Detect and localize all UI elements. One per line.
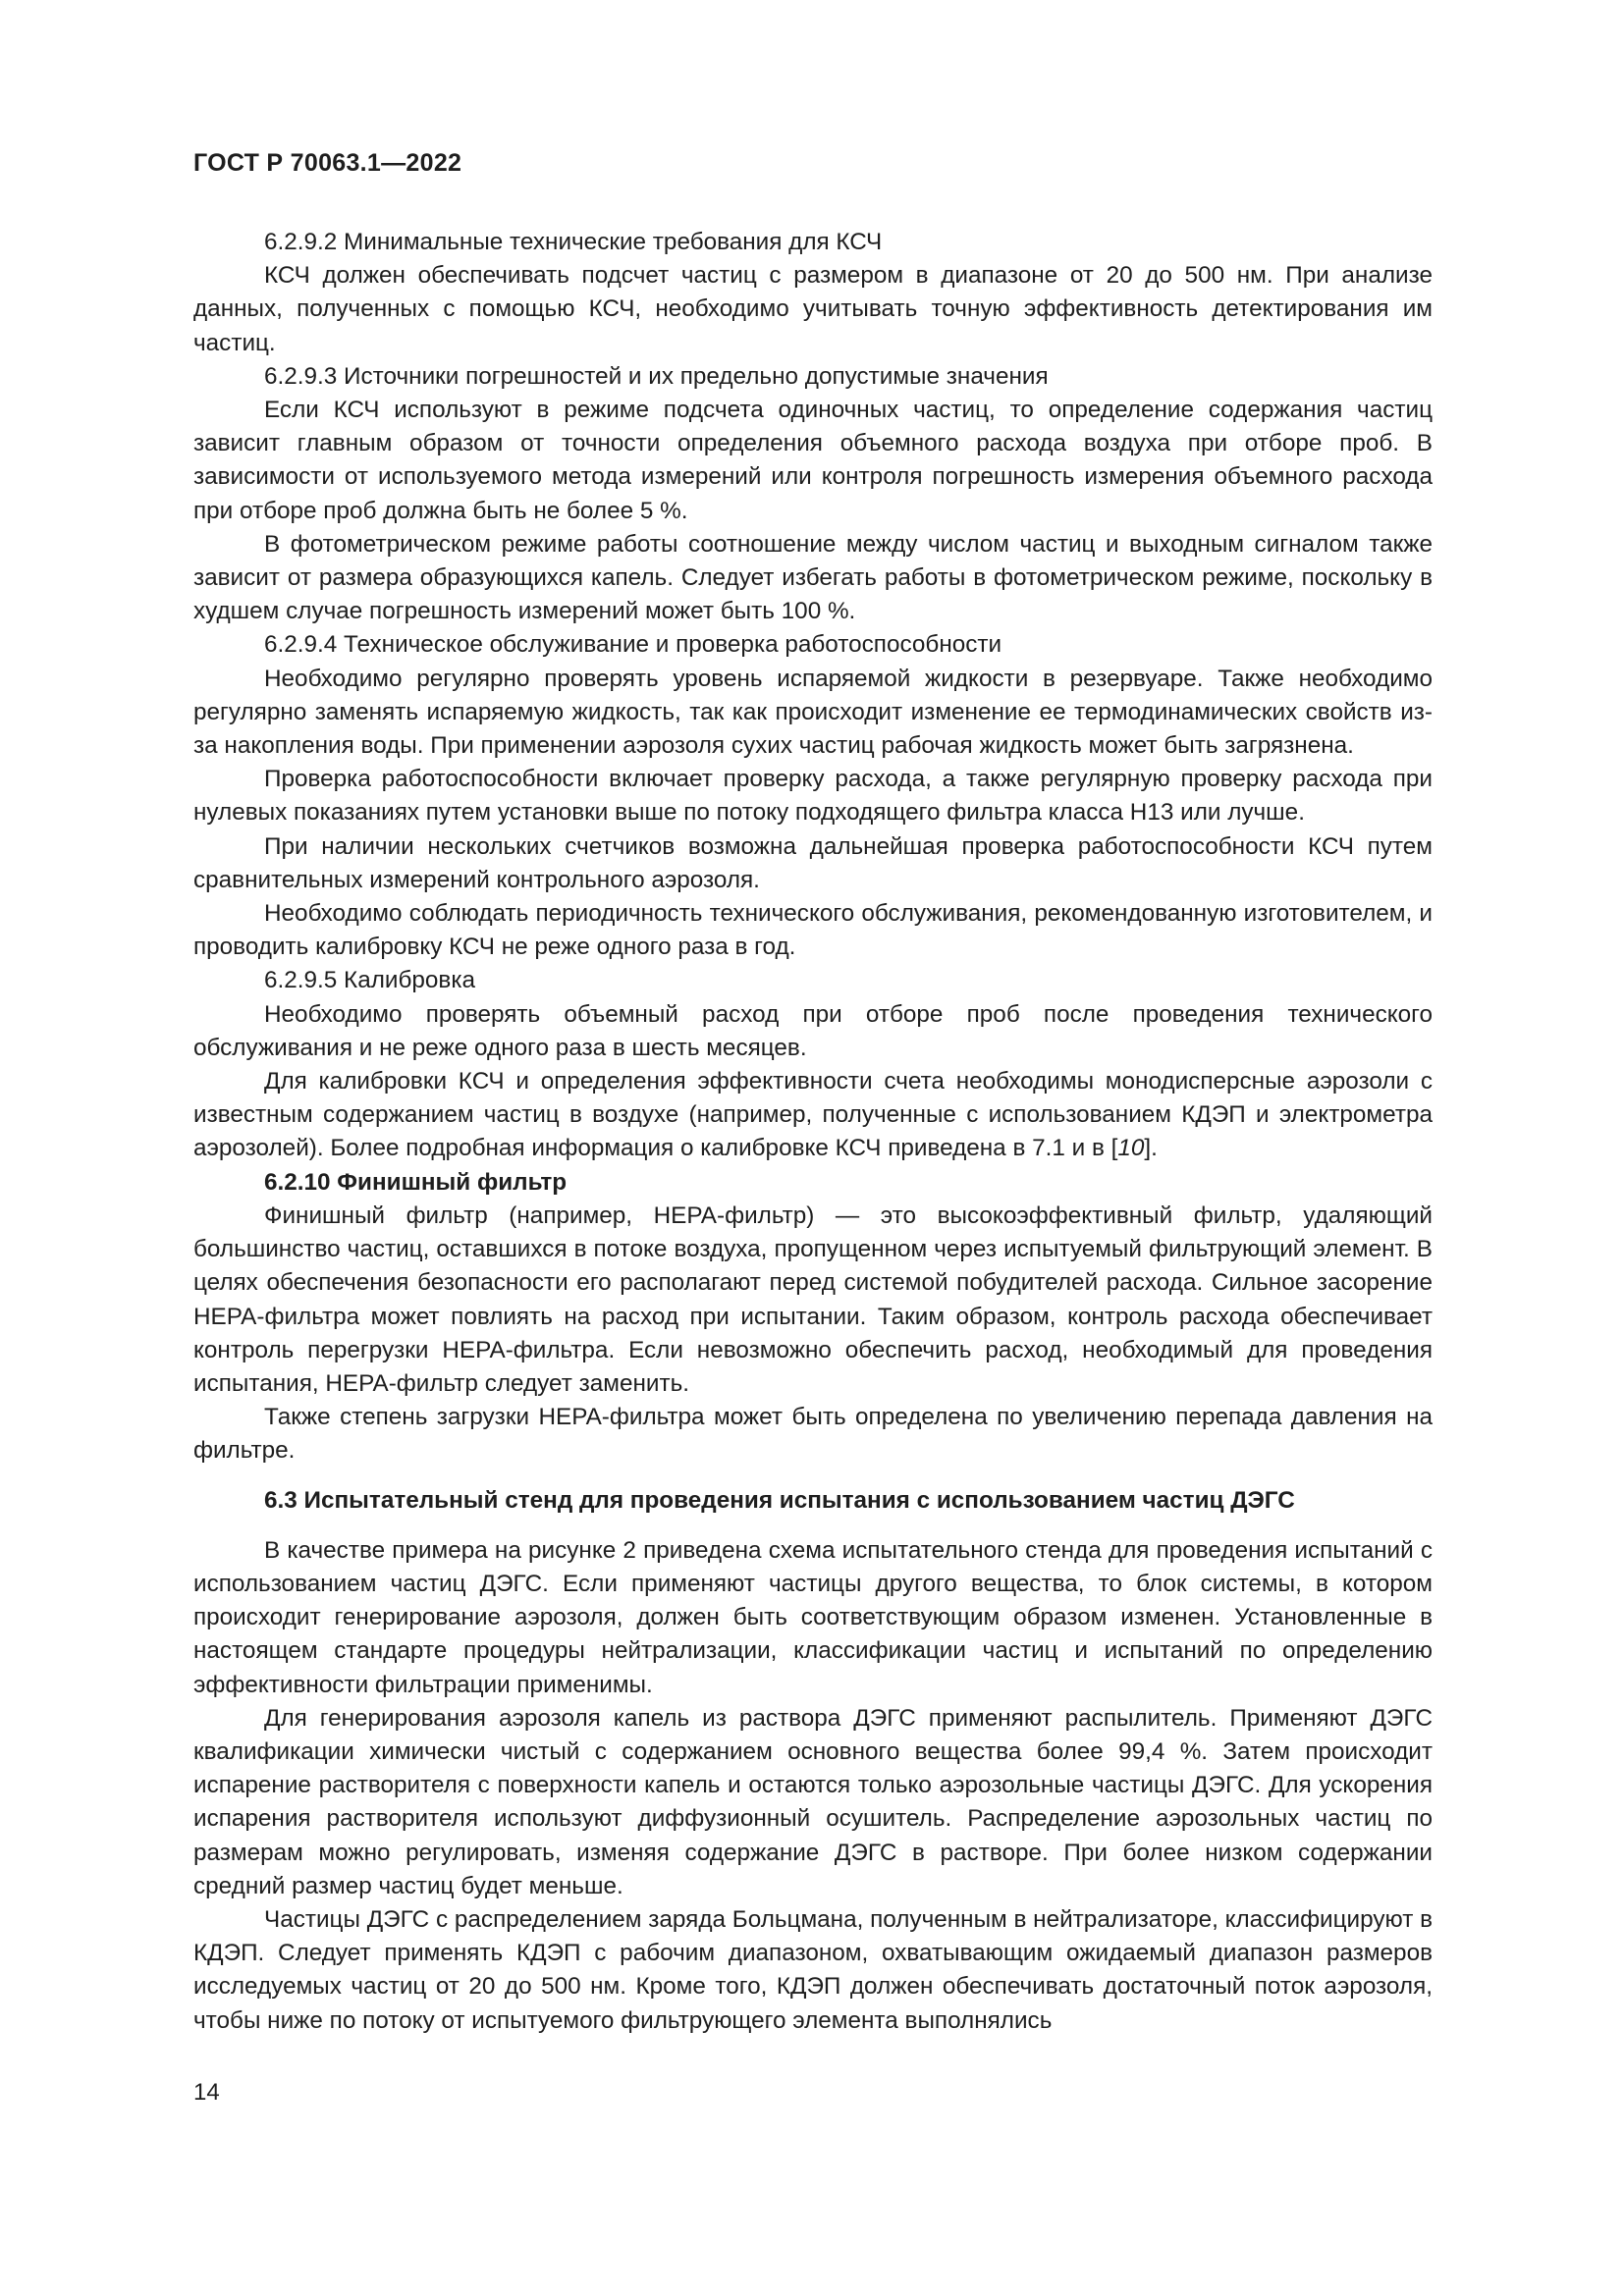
paragraph-text-end: ]. — [1144, 1135, 1158, 1162]
paragraph: Необходимо соблюдать периодичность технического обслуживания, рекомендованную изготовителем, и проводить калибровку КСЧ не реже одного раза в год. — [193, 900, 1433, 961]
document-body — [193, 226, 1433, 2038]
paragraph: Необходимо проверять объемный расход при отборе проб после проведения технического обслуживания и не реже одного раза в шесть месяцев. — [193, 1000, 1433, 1061]
paragraph: В фотометрическом режиме работы соотношение между числом частиц и выходным сигналом также зависит от размера образующихся капель. Следует избегать работы в фотометрическом режиме, поскольку в худшем случае погрешность измерений может быть 100 %. — [193, 530, 1433, 625]
paragraph: Также степень загрузки HEPA-фильтра может быть определена по увеличению перепада давления на фильтре. — [193, 1404, 1433, 1465]
page-number: 14 — [193, 2079, 220, 2106]
subsection-heading: 6.2.9.2 Минимальные технические требования для КСЧ — [264, 229, 883, 255]
paragraph: Проверка работоспособности включает проверку расхода, а также регулярную проверку расхода при нулевых показаниях путем установки выше по потоку подходящего фильтра класса Н13 или лучше. — [193, 766, 1433, 827]
reference-number: 10 — [1117, 1135, 1145, 1162]
paragraph: Необходимо регулярно проверять уровень испаряемой жидкости в резервуаре. Также необходимо регулярно заменять испаряемую жидкость, так как происходит изменение ее термодинамических свойств из-за накопления воды. При применении аэрозоля сухих частиц рабочая жидкость может быть загрязнена. — [193, 665, 1433, 760]
paragraph-text: Для калибровки КСЧ и определения эффективности счета необходимы монодисперсные аэрозоли с известным содержанием частиц в воздухе (например, полученные с использованием КДЭП и электрометра аэрозолей). Более подробная информация о калибровке КСЧ приведена в 7.1 и в [ — [193, 1068, 1433, 1162]
section-heading: 6.3 Испытательный стенд для проведения испытания с использованием частиц ДЭГС — [264, 1486, 1295, 1514]
paragraph: Для генерирования аэрозоля капель из раствора ДЭГС применяют распылитель. Применяют ДЭГС квалификации химически чистый с содержанием основного вещества более 99,4 %. Затем происходит испарение растворителя с поверхности капель и остаются только аэрозольные частицы ДЭГС. Для ускорения испарения растворителя используют диффузионный осушитель. Распределение аэрозольных частиц по размерам можно регулировать, изменяя содержание ДЭГС в растворе. При более низком содержании средний размер частиц будет меньше. — [193, 1704, 1433, 1899]
paragraph: КСЧ должен обеспечивать подсчет частиц с размером в диапазоне от 20 до 500 нм. При анализе данных, полученных с помощью КСЧ, необходимо учитывать точную эффективность детектирования им частиц. — [193, 262, 1433, 356]
subsection-heading: 6.2.9.5 Калибровка — [264, 967, 475, 994]
document-header: ГОСТ Р 70063.1—2022 — [193, 149, 462, 177]
subsection-heading: 6.2.9.3 Источники погрешностей и их предельно допустимые значения — [264, 362, 1049, 390]
subsection-heading: 6.2.9.4 Техническое обслуживание и проверка работоспособности — [264, 631, 1002, 659]
paragraph: При наличии нескольких счетчиков возможна дальнейшая проверка работоспособности КСЧ путем сравнительных измерений контрольного аэрозоля. — [193, 832, 1433, 893]
paragraph: Финишный фильтр (например, HEPA-фильтр) — это высокоэффективный фильтр, удаляющий большинство частиц, оставшихся в потоке воздуха, пропущенном через испытуемый фильтрующий элемент. В целях обеспечения безопасности его располагают перед системой побудителей расхода. Сильное засорение HEPA-фильтра может повлиять на расход при испытании. Таким образом, контроль расхода обеспечивает контроль перегрузки HEPA-фильтра. Если невозможно обеспечить расход, необходимый для проведения испытания, HEPA-фильтр следует заменить. — [193, 1201, 1433, 1397]
paragraph: Частицы ДЭГС с распределением заряда Больцмана, полученным в нейтрализаторе, классифицируют в КДЭП. Следует применять КДЭП с рабочим диапазоном, охватывающим ожидаемый диапазон размеров исследуемых частиц от 20 до 500 нм. Кроме того, КДЭП должен обеспечивать достаточный поток аэрозоля, чтобы ниже по потоку от испытуемого фильтрующего элемента выполнялись — [193, 1905, 1433, 2034]
subsection-heading-bold: 6.2.10 Финишный фильтр — [264, 1168, 568, 1196]
paragraph: Если КСЧ используют в режиме подсчета одиночных частиц, то определение содержания частиц зависит главным образом от точности определения объемного расхода воздуха при отборе проб. В зависимости от используемого метода измерений или контроля погрешность измерения объемного расхода при отборе проб должна быть не более 5 %. — [193, 397, 1433, 524]
paragraph: В качестве примера на рисунке 2 приведена схема испытательного стенда для проведения испытаний с использованием частиц ДЭГС. Если применяют частицы другого вещества, то блок системы, в котором происходит генерирование аэрозоля, должен быть соответствующим образом изменен. Установленные в настоящем стандарте процедуры нейтрализации, классификации частиц и испытаний по определению эффективности фильтрации применимы. — [193, 1536, 1433, 1698]
paragraph — [193, 1065, 1433, 1166]
